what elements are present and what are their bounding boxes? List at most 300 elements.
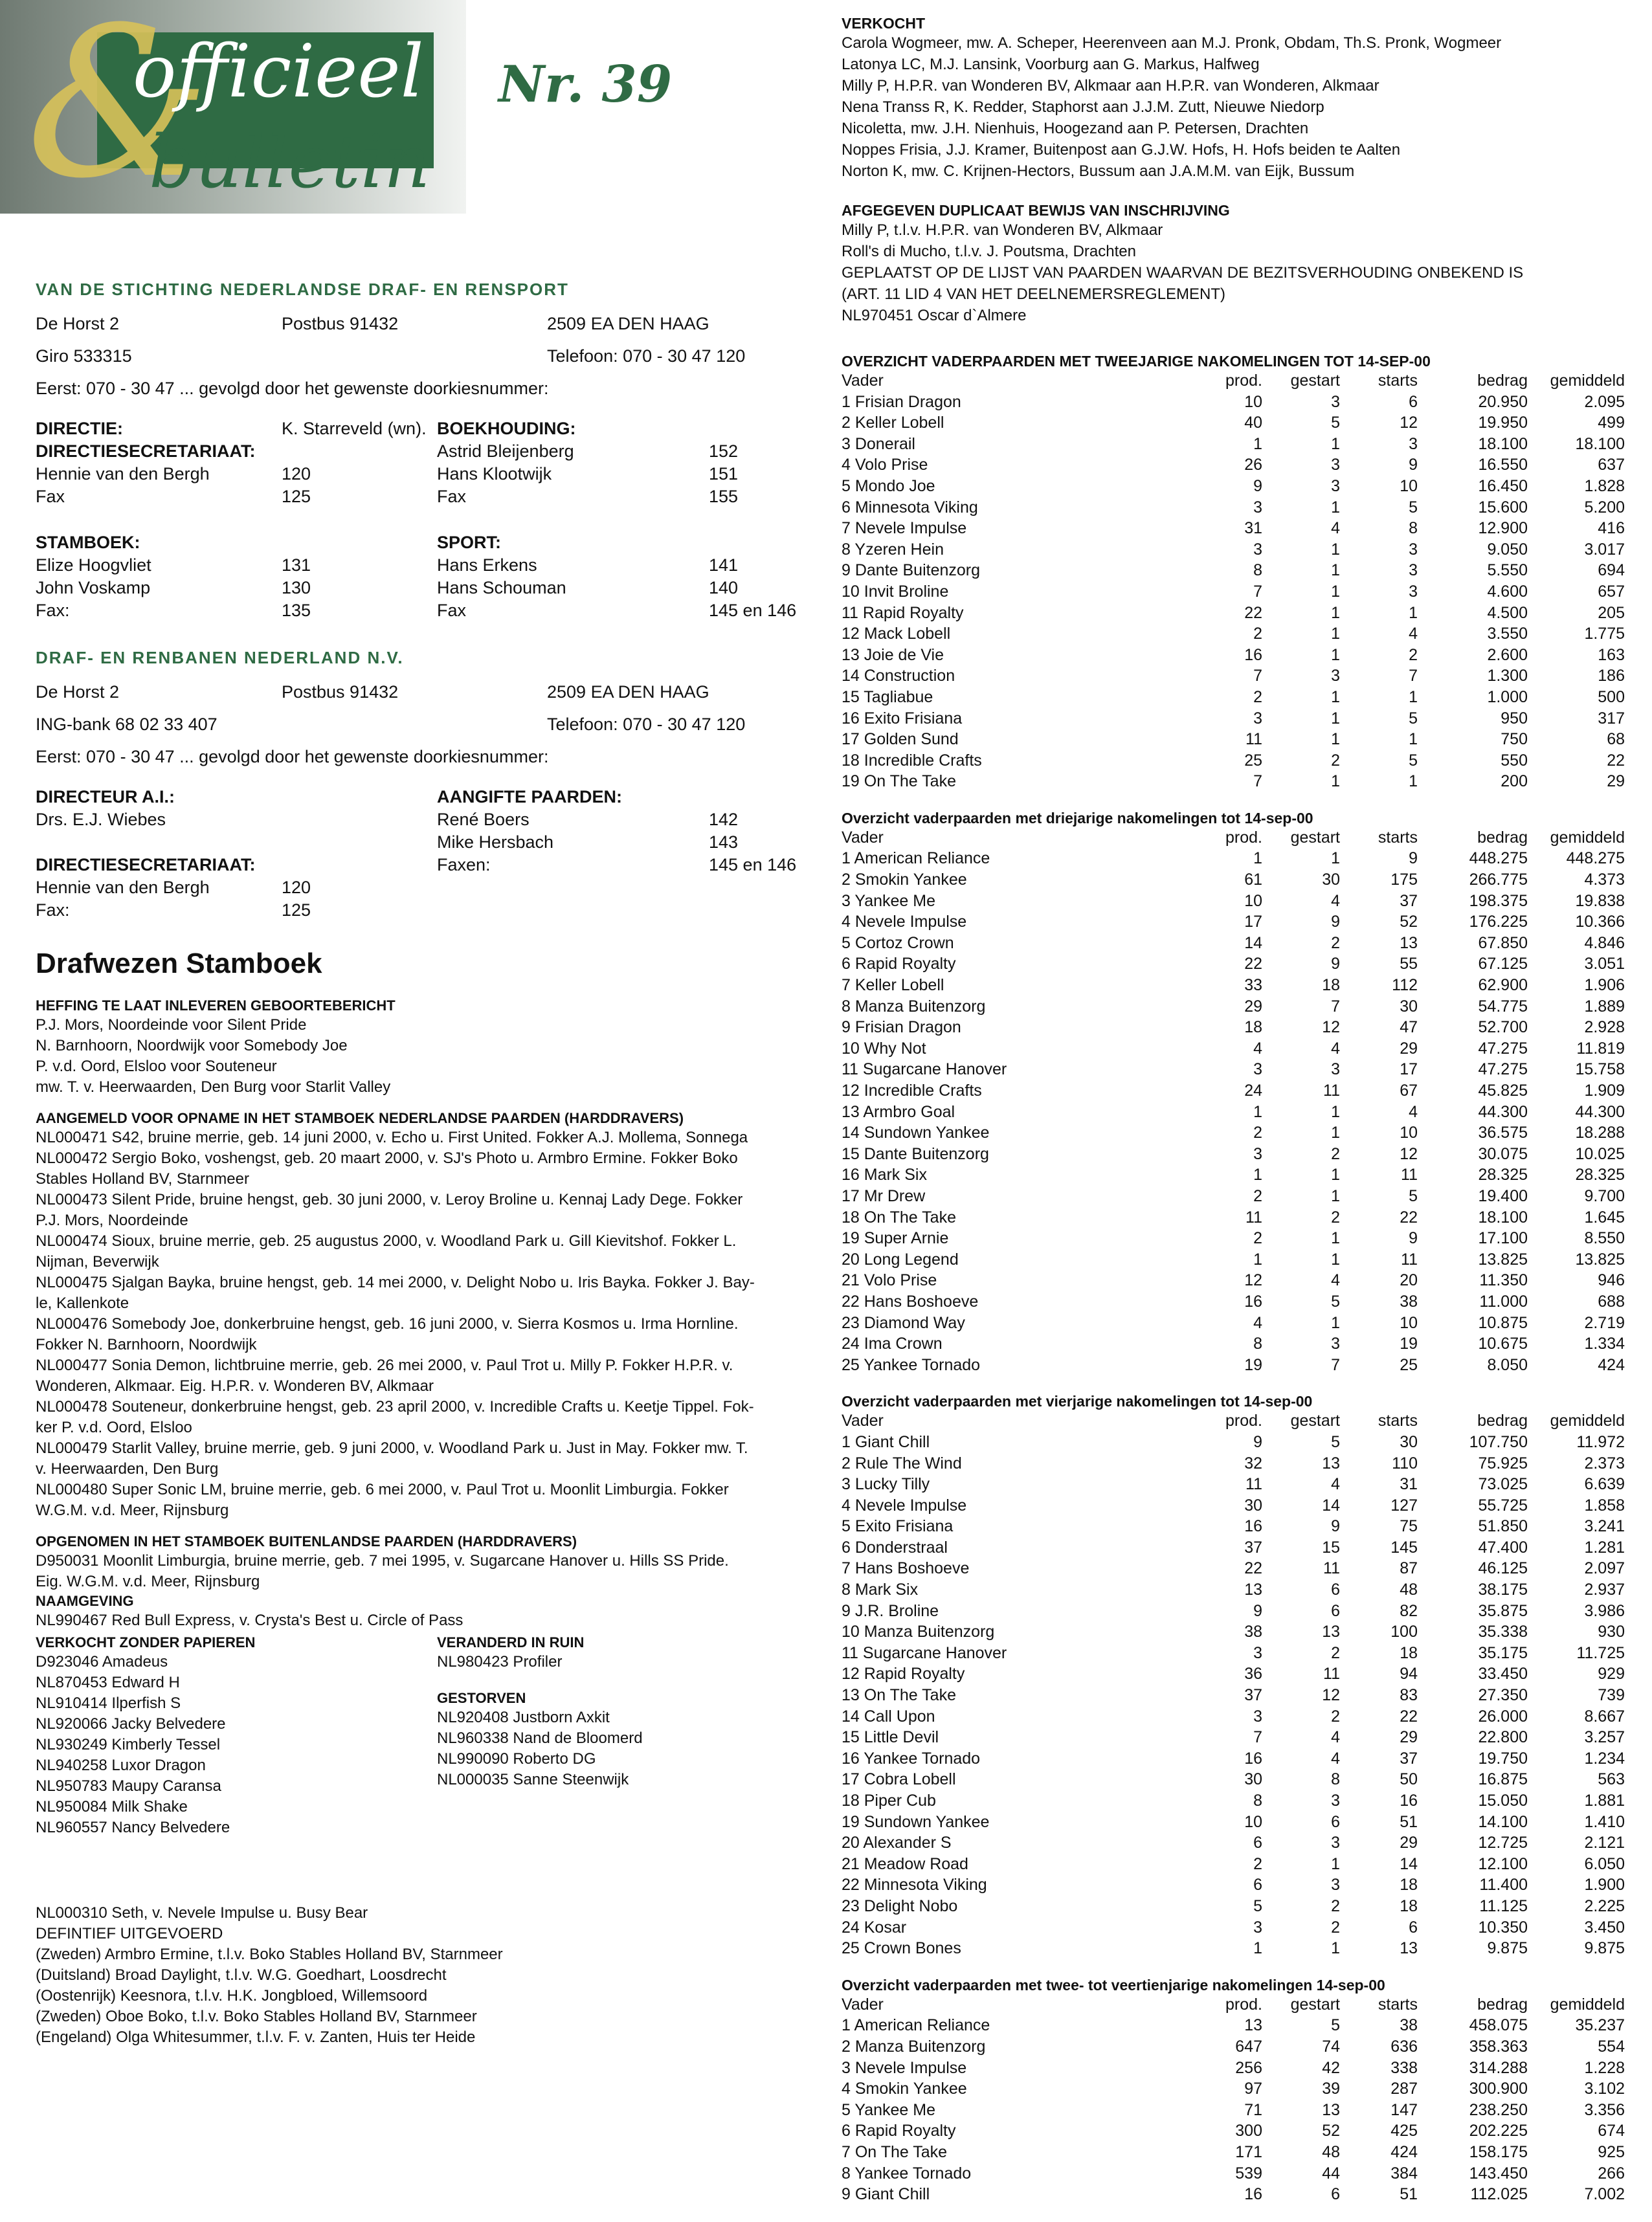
table-cell: 11.000 — [1479, 1292, 1528, 1311]
table-cell: 7 — [1253, 772, 1262, 791]
sire-tables — [842, 352, 1625, 2205]
table-cell: 950 — [1501, 709, 1528, 728]
table-cell: 1.906 — [1584, 976, 1625, 995]
table-cell: 7 Keller Lobell — [842, 976, 944, 995]
definitief-line: DEFINTIEF UITGEVOERD — [36, 1925, 223, 1942]
table-cell: 12 — [1400, 414, 1418, 432]
table-cell: 458.075 — [1469, 2016, 1528, 2035]
table-cell: 3 — [1409, 561, 1418, 580]
duplicaat-line: Milly P, t.l.v. H.P.R. van Wonderen BV, Alkmaar — [842, 221, 1163, 239]
table-cell: 12 Incredible Crafts — [842, 1082, 982, 1100]
table-cell: 29 — [1400, 1039, 1418, 1058]
renbanen-contact-cell: Mike Hersbach — [437, 832, 554, 852]
renbanen-contact-cell — [437, 899, 709, 922]
table-row — [842, 1812, 1625, 1833]
table-cell: 16.875 — [1478, 1770, 1528, 1789]
table-cell: 9 — [1409, 849, 1418, 868]
renbanen-contact-cell: AANGIFTE PAARDEN: — [437, 787, 622, 806]
table-cell: 266.775 — [1469, 871, 1528, 889]
duplicaat-list — [842, 219, 1625, 326]
table-cell: 3 — [1409, 582, 1418, 601]
masthead — [0, 0, 809, 239]
table-cell: 163 — [1598, 645, 1625, 664]
table-cell: 11.725 — [1576, 1643, 1625, 1662]
stichting-contact-cell: Fax: — [36, 601, 70, 620]
table-cell: 12 — [1322, 1686, 1340, 1705]
table-cell: 2 — [1331, 1918, 1340, 1937]
table-cell: 47.400 — [1478, 1538, 1528, 1557]
stichting-contact-cell: STAMBOEK: — [36, 533, 140, 552]
heffing-line: mw. T. v. Heerwaarden, Den Burg voor Starlit Valley — [36, 1078, 391, 1096]
table-cell: 3 — [1331, 1335, 1340, 1353]
renbanen-bank: ING-bank 68 02 33 407 — [36, 715, 218, 734]
table-cell: 1 — [1331, 849, 1340, 868]
table-cell: 1 — [1331, 1250, 1340, 1269]
table-cell: 2 — [1331, 1144, 1340, 1163]
verkocht-line: Milly P, H.P.R. van Wonderen BV, Alkmaar aan H.P.R. van Wonderen, Alkmaar — [842, 77, 1379, 94]
table-cell: 2 — [1331, 751, 1340, 770]
table-cell: 24 Kosar — [842, 1918, 907, 1937]
table-cell: 9.700 — [1584, 1186, 1625, 1205]
table-cell: 647 — [1235, 2037, 1262, 2056]
table-cell: 7 — [1253, 1728, 1262, 1747]
table-cell: 127 — [1390, 1496, 1418, 1515]
table-cell: 54.775 — [1478, 997, 1528, 1016]
table-cell: 4.846 — [1584, 933, 1625, 952]
opgenomen-list — [36, 1551, 809, 1592]
table-cell: 7 — [1253, 582, 1262, 601]
table-row — [842, 1038, 1625, 1060]
table-cell: 2 — [1253, 1229, 1262, 1248]
table-cell: 688 — [1598, 1292, 1625, 1311]
table-row — [842, 581, 1625, 603]
table-cell: 13 — [1322, 1623, 1340, 1641]
stichting-contact-cell: Hennie van den Bergh — [36, 464, 210, 483]
table-row — [842, 1270, 1625, 1291]
duplicaat-line: GEPLAATST OP DE LIJST VAN PAARDEN WAARVAN DE BEZITSVERHOUDING ONBEKEND IS — [842, 264, 1524, 282]
table-cell: 22 Hans Boshoeve — [842, 1292, 979, 1311]
stichting-contact-cell: Hans Schouman — [437, 578, 566, 597]
stichting-contact-cell: 130 — [282, 578, 311, 597]
table-cell: 15.050 — [1478, 1792, 1528, 1810]
table-cell: 3 — [1331, 1792, 1340, 1810]
table-cell: 67.850 — [1478, 933, 1528, 952]
table-cell: 9 — [1331, 955, 1340, 973]
table-cell: 11.125 — [1479, 1896, 1528, 1915]
table-cell: 317 — [1598, 709, 1625, 728]
table-cell: 176.225 — [1469, 913, 1528, 931]
table-cell: 7 — [1331, 997, 1340, 1016]
stichting-contact-cell: 151 — [709, 464, 739, 483]
sire-table-header-cell: Vader — [842, 1995, 884, 2014]
sire-table-header-row — [842, 370, 1625, 392]
table-cell: 44.300 — [1478, 1102, 1528, 1121]
table-cell: 11 — [1323, 1082, 1340, 1100]
table-cell: 3.017 — [1584, 540, 1625, 559]
table-cell: 10 — [1244, 392, 1262, 411]
table-cell: 6 Rapid Royalty — [842, 955, 956, 973]
table-cell: 3 Yankee Me — [842, 891, 936, 910]
stichting-contact-cell — [282, 440, 437, 463]
table-cell: 1 — [1331, 561, 1340, 580]
verkocht-line: Latonya LC, M.J. Lansink, Voorburg aan G. Markus, Halfweg — [842, 56, 1260, 73]
table-cell: 11 Rapid Royalty — [842, 603, 964, 622]
table-cell: 3 — [1331, 667, 1340, 685]
stichting-contact-cell: BOEKHOUDING: — [437, 419, 576, 438]
table-cell: 11 Sugarcane Hanover — [842, 1060, 1007, 1079]
table-cell: 2 — [1331, 1643, 1340, 1662]
table-cell: 12 Mack Lobell — [842, 625, 951, 643]
table-cell: 1 — [1253, 1166, 1262, 1184]
table-cell: 2 — [1331, 1707, 1340, 1726]
table-cell: 17.100 — [1478, 1229, 1528, 1248]
table-cell: 1 — [1331, 772, 1340, 791]
table-cell: 424 — [1390, 2142, 1418, 2161]
table-cell: 424 — [1598, 1355, 1625, 1374]
table-cell: 3 — [1331, 1876, 1340, 1894]
table-cell: 2.600 — [1487, 645, 1528, 664]
aangemeld-line: Wonderen, Alkmaar. Eig. H.P.R. v. Wonderen BV, Alkmaar — [36, 1377, 434, 1395]
table-cell: 16 — [1244, 1749, 1262, 1768]
aangemeld-line: P.J. Mors, Noordeinde — [36, 1212, 188, 1229]
table-cell: 3 — [1253, 1707, 1262, 1726]
table-cell: 4 Nevele Impulse — [842, 1496, 967, 1515]
table-row — [842, 1663, 1625, 1685]
sire-table-header-cell: bedrag — [1477, 828, 1528, 847]
table-row — [842, 1685, 1625, 1706]
table-row — [842, 1432, 1625, 1453]
table-cell: 8.667 — [1584, 1707, 1625, 1726]
table-cell: 36 — [1244, 1665, 1262, 1683]
sire-table-header-cell: prod. — [1225, 1995, 1262, 2014]
table-cell: 186 — [1598, 667, 1625, 685]
table-cell: 2.121 — [1584, 1834, 1625, 1852]
table-cell: 33 — [1244, 976, 1262, 995]
table-cell: 11 — [1323, 1665, 1340, 1683]
table-cell: 1 — [1409, 772, 1418, 791]
table-cell: 52 — [1400, 913, 1418, 931]
table-row — [842, 1474, 1625, 1495]
table-cell: 71 — [1244, 2100, 1262, 2119]
table-cell: 500 — [1598, 687, 1625, 706]
table-cell: 28.325 — [1575, 1166, 1625, 1184]
table-cell: 25 Crown Bones — [842, 1939, 961, 1958]
table-cell: 3 — [1409, 540, 1418, 559]
sire-table-caption-row — [842, 1976, 1625, 1994]
sire-table-header-cell: starts — [1378, 1995, 1418, 2014]
table-cell: 50 — [1400, 1770, 1418, 1789]
verkocht-zonder-papieren-line: NL870453 Edward H — [36, 1674, 180, 1691]
stichting-city: 2509 EA DEN HAAG — [547, 314, 709, 333]
duplicaat-line: (ART. 11 LID 4 VAN HET DEELNEMERSREGLEMENT) — [842, 285, 1226, 303]
opgenomen-line: Eig. W.G.M. v.d. Meer, Rijnsburg — [36, 1573, 260, 1590]
table-cell: 51 — [1400, 2185, 1418, 2204]
table-cell: 499 — [1598, 414, 1625, 432]
stichting-contact-cell: John Voskamp — [36, 578, 151, 597]
table-cell: 158.175 — [1469, 2142, 1528, 2161]
table-cell: 25 — [1400, 1355, 1418, 1374]
table-cell: 300 — [1235, 2122, 1262, 2140]
table-cell: 10 — [1400, 1313, 1418, 1332]
table-cell: 13 — [1244, 1581, 1262, 1599]
table-row — [842, 869, 1625, 891]
table-cell: 97 — [1244, 2080, 1262, 2098]
table-cell: 1 — [1331, 1166, 1340, 1184]
table-cell: 47.275 — [1478, 1039, 1528, 1058]
table-cell: 3 — [1331, 1834, 1340, 1852]
table-cell: 1 — [1331, 730, 1340, 749]
table-cell: 83 — [1400, 1686, 1418, 1705]
aangemeld-line: ker P. v.d. Oord, Elsloo — [36, 1419, 192, 1436]
table-row — [842, 412, 1625, 434]
table-cell: 12.100 — [1478, 1854, 1528, 1873]
table-cell: 22 — [1244, 603, 1262, 622]
table-cell: 44 — [1322, 2164, 1340, 2183]
opgenomen-heading: OPGENOMEN IN HET STAMBOEK BUITENLANDSE PAARDEN (HARDDRAVERS) — [36, 1533, 577, 1550]
table-cell: 7 — [1331, 1355, 1340, 1374]
aangemeld-line: Nijman, Beverwijk — [36, 1253, 159, 1271]
table-cell: 16 — [1244, 1517, 1262, 1536]
table-cell: 1 — [1331, 1102, 1340, 1121]
sire-table-caption-row — [842, 1392, 1625, 1410]
sire-table-header-cell: Vader — [842, 372, 884, 390]
table-cell: 1.234 — [1584, 1749, 1625, 1768]
sire-table-header-cell: gemiddeld — [1550, 828, 1625, 847]
table-cell: 2 Manza Buitenzorg — [842, 2037, 986, 2056]
aangemeld-line: NL000479 Starlit Valley, bruine merrie, geb. 9 juni 2000, v. Woodland Park u. Just in May. Fokker mw. T. — [36, 1439, 748, 1457]
table-cell: 1.410 — [1584, 1812, 1625, 1831]
table-cell: 1 — [1331, 645, 1340, 664]
sire-table-header-cell: gemiddeld — [1550, 372, 1625, 390]
stichting-contacts-2 — [36, 531, 809, 622]
table-cell: 38 — [1400, 1292, 1418, 1311]
sire-table-header-cell: bedrag — [1477, 372, 1528, 390]
table-cell: 4 — [1331, 1749, 1340, 1768]
table-cell: 10.875 — [1478, 1313, 1528, 1332]
table-cell: 16 — [1400, 1792, 1418, 1810]
table-row — [842, 1832, 1625, 1854]
table-cell: 67 — [1400, 1082, 1418, 1100]
table-row — [842, 539, 1625, 561]
table-cell: 358.363 — [1469, 2037, 1528, 2056]
renbanen-contact-cell — [709, 899, 812, 922]
table-cell: 8.550 — [1584, 1229, 1625, 1248]
verkocht-zonder-papieren-line: NL930249 Kimberly Tessel — [36, 1736, 221, 1753]
renbanen-contact-cell: DIRECTEUR A.I.: — [36, 787, 175, 806]
sire-table-header-cell: Vader — [842, 828, 884, 847]
heffing-line: P.J. Mors, Noordeinde voor Silent Pride — [36, 1016, 307, 1034]
table-row — [842, 1164, 1625, 1186]
table-cell: 2 Keller Lobell — [842, 414, 944, 432]
table-cell: 8 Yzeren Hein — [842, 540, 944, 559]
table-cell: 3.241 — [1584, 1517, 1625, 1536]
table-cell: 8 — [1253, 561, 1262, 580]
stichting-contact-cell: 152 — [709, 441, 739, 461]
table-cell: 205 — [1598, 603, 1625, 622]
table-cell: 4 — [1331, 1039, 1340, 1058]
table-cell: 300.900 — [1469, 2080, 1528, 2098]
table-cell: 13 On The Take — [842, 1686, 956, 1705]
table-cell: 10.025 — [1575, 1144, 1625, 1163]
ruin-list — [437, 1652, 761, 1672]
duplicaat-line: Roll's di Mucho, t.l.v. J. Poutsma, Drachten — [842, 243, 1136, 260]
aangemeld-line: NL000480 Super Sonic LM, bruine merrie, geb. 6 mei 2000, v. Paul Trot u. Moonlit Limburgia. Fokker — [36, 1481, 729, 1498]
table-row — [842, 1313, 1625, 1334]
table-cell: 1.881 — [1584, 1792, 1625, 1810]
table-cell: 4 — [1331, 1271, 1340, 1290]
table-cell: 18.100 — [1478, 1208, 1528, 1227]
table-cell: 55.725 — [1478, 1496, 1528, 1515]
table-cell: 238.250 — [1469, 2100, 1528, 2119]
table-cell: 8.050 — [1487, 1355, 1528, 1374]
renbanen-contact-cell — [282, 786, 437, 808]
table-cell: 550 — [1501, 751, 1528, 770]
table-cell: 563 — [1598, 1770, 1625, 1789]
table-cell: 9.875 — [1584, 1939, 1625, 1958]
table-cell: 30 — [1400, 997, 1418, 1016]
table-row — [842, 1896, 1625, 1917]
aangemeld-line: NL000472 Sergio Boko, voshengst, geb. 20 maart 2000, v. SJ's Photo u. Armbro Ermine. Fokker Boko — [36, 1150, 738, 1167]
table-row — [842, 1102, 1625, 1123]
table-cell: 2.225 — [1584, 1896, 1625, 1915]
definitief-line: (Duitsland) Broad Daylight, t.l.v. W.G. Goedhart, Loosdrecht — [36, 1966, 447, 1984]
table-cell: 6.639 — [1584, 1475, 1625, 1494]
table-row — [842, 2142, 1625, 2163]
table-cell: 12.725 — [1478, 1834, 1528, 1852]
table-row — [842, 1495, 1625, 1517]
table-cell: 13 — [1322, 1454, 1340, 1472]
renbanen-contact-cell: Hennie van den Bergh — [36, 878, 210, 897]
table-cell: 47.275 — [1478, 1060, 1528, 1079]
table-cell: 4 — [1253, 1313, 1262, 1332]
table-cell: 930 — [1598, 1623, 1625, 1641]
table-cell: 18 — [1400, 1896, 1418, 1915]
table-cell: 21 Volo Prise — [842, 1271, 937, 1290]
table-cell: 18 Incredible Crafts — [842, 751, 982, 770]
table-row — [842, 1874, 1625, 1896]
table-cell: 1 American Reliance — [842, 849, 990, 868]
table-cell: 17 Mr Drew — [842, 1186, 926, 1205]
table-cell: 171 — [1235, 2142, 1262, 2161]
renbanen-contact-cell — [282, 854, 437, 876]
table-cell: 3.450 — [1584, 1918, 1625, 1937]
stichting-contact-cell: DIRECTIESECRETARIAAT: — [36, 441, 256, 461]
sire-table-header-cell: prod. — [1225, 372, 1262, 390]
table-cell: 17 — [1244, 913, 1262, 931]
table-row — [842, 1144, 1625, 1165]
table-cell: 27.350 — [1478, 1686, 1528, 1705]
stichting-contact-cell: 120 — [282, 464, 311, 483]
table-cell: 3 — [1331, 392, 1340, 411]
table-cell: 51 — [1400, 1812, 1418, 1831]
table-cell: 9 — [1409, 1229, 1418, 1248]
table-cell: 9 — [1331, 1517, 1340, 1536]
stichting-contact-cell: Astrid Bleijenberg — [437, 441, 574, 461]
stichting-contact-cell: Fax — [36, 487, 65, 506]
table-cell: 637 — [1598, 456, 1625, 474]
table-cell: 29 — [1400, 1834, 1418, 1852]
table-cell: 110 — [1392, 1454, 1418, 1472]
table-row — [842, 454, 1625, 476]
table-cell: 10 Manza Buitenzorg — [842, 1623, 995, 1641]
table-cell: 4 — [1409, 1102, 1418, 1121]
table-row — [842, 1186, 1625, 1207]
table-cell: 17 Cobra Lobell — [842, 1770, 956, 1789]
table-cell: 5 — [1331, 1292, 1340, 1311]
table-cell: 5 — [1409, 709, 1418, 728]
table-cell: 4 — [1331, 1475, 1340, 1494]
table-cell: 40 — [1244, 414, 1262, 432]
sire-table-header-cell: Vader — [842, 1412, 884, 1430]
gestorven-line: NL960338 Nand de Bloomerd — [437, 1729, 643, 1747]
table-cell: 256 — [1235, 2058, 1262, 2077]
table-cell: 4.373 — [1584, 871, 1625, 889]
renbanen-contact-cell: 143 — [709, 832, 739, 852]
duplicaat-line: NL970451 Oscar d`Almere — [842, 307, 1027, 324]
table-cell: 5 — [1409, 751, 1418, 770]
table-cell: 4.500 — [1487, 603, 1528, 622]
table-cell: 13 Armbro Goal — [842, 1102, 955, 1121]
aangemeld-line: NL000478 Souteneur, donkerbruine hengst, geb. 23 april 2000, v. Incredible Crafts u. Keetje Tippel. Fok- — [36, 1398, 754, 1416]
table-cell: 3 — [1253, 709, 1262, 728]
table-cell: 1 — [1253, 1250, 1262, 1269]
table-cell: 198.375 — [1469, 891, 1528, 910]
stichting-contact-cell: 131 — [282, 555, 311, 575]
stichting-telefoon: Telefoon: 070 - 30 47 120 — [547, 346, 746, 366]
table-cell: 2.097 — [1584, 1559, 1625, 1578]
table-cell: 1.858 — [1584, 1496, 1625, 1515]
sire-table — [842, 809, 1625, 1375]
table-cell: 19.950 — [1478, 414, 1528, 432]
table-cell: 1.334 — [1584, 1335, 1625, 1353]
stichting-contact-cell: 140 — [709, 578, 739, 597]
table-cell: 1 — [1331, 1186, 1340, 1205]
renbanen-contact-cell — [709, 786, 812, 808]
table-cell: 15.758 — [1575, 1060, 1625, 1079]
verkocht-zonder-papieren-line: NL940258 Luxor Dragon — [36, 1757, 206, 1774]
table-cell: 30 — [1244, 1496, 1262, 1515]
renbanen-contact-cell: 120 — [282, 878, 311, 897]
definitief-line: NL000310 Seth, v. Nevele Impulse u. Busy Bear — [36, 1904, 368, 1922]
table-cell: 9 J.R. Broline — [842, 1601, 939, 1620]
table-cell: 15 Little Devil — [842, 1728, 939, 1747]
table-cell: 5 — [1331, 414, 1340, 432]
table-cell: 6 Rapid Royalty — [842, 2122, 956, 2140]
table-cell: 10 — [1244, 891, 1262, 910]
table-cell: 2 — [1331, 1208, 1340, 1227]
table-cell: 19.400 — [1478, 1186, 1528, 1205]
table-cell: 3.051 — [1584, 955, 1625, 973]
table-row — [842, 392, 1625, 413]
verkocht-zonder-papieren-line: NL920066 Jacky Belvedere — [36, 1715, 226, 1733]
aangemeld-line: NL000476 Somebody Joe, donkerbruine hengst, geb. 16 juni 2000, v. Sierra Kosmos u. Irma Hornline. — [36, 1315, 739, 1333]
verkocht-zonder-papieren-line: NL910414 Ilperfish S — [36, 1694, 181, 1712]
stichting-contact-cell — [709, 531, 812, 554]
table-cell: 5 Mondo Joe — [842, 476, 935, 495]
table-row — [842, 1355, 1625, 1376]
sire-table-header-cell: starts — [1378, 828, 1418, 847]
duplicaat-section — [842, 201, 1625, 326]
renbanen-contact-cell — [282, 808, 437, 831]
table-cell: 1.645 — [1584, 1208, 1625, 1227]
table-cell: 20.950 — [1478, 392, 1528, 411]
table-cell: 6 — [1331, 1581, 1340, 1599]
sire-table-header-cell: prod. — [1225, 828, 1262, 847]
table-cell: 19.750 — [1478, 1749, 1528, 1768]
table-cell: 11.972 — [1576, 1432, 1625, 1451]
table-cell: 11 — [1245, 730, 1262, 749]
table-cell: 2.373 — [1584, 1454, 1625, 1472]
